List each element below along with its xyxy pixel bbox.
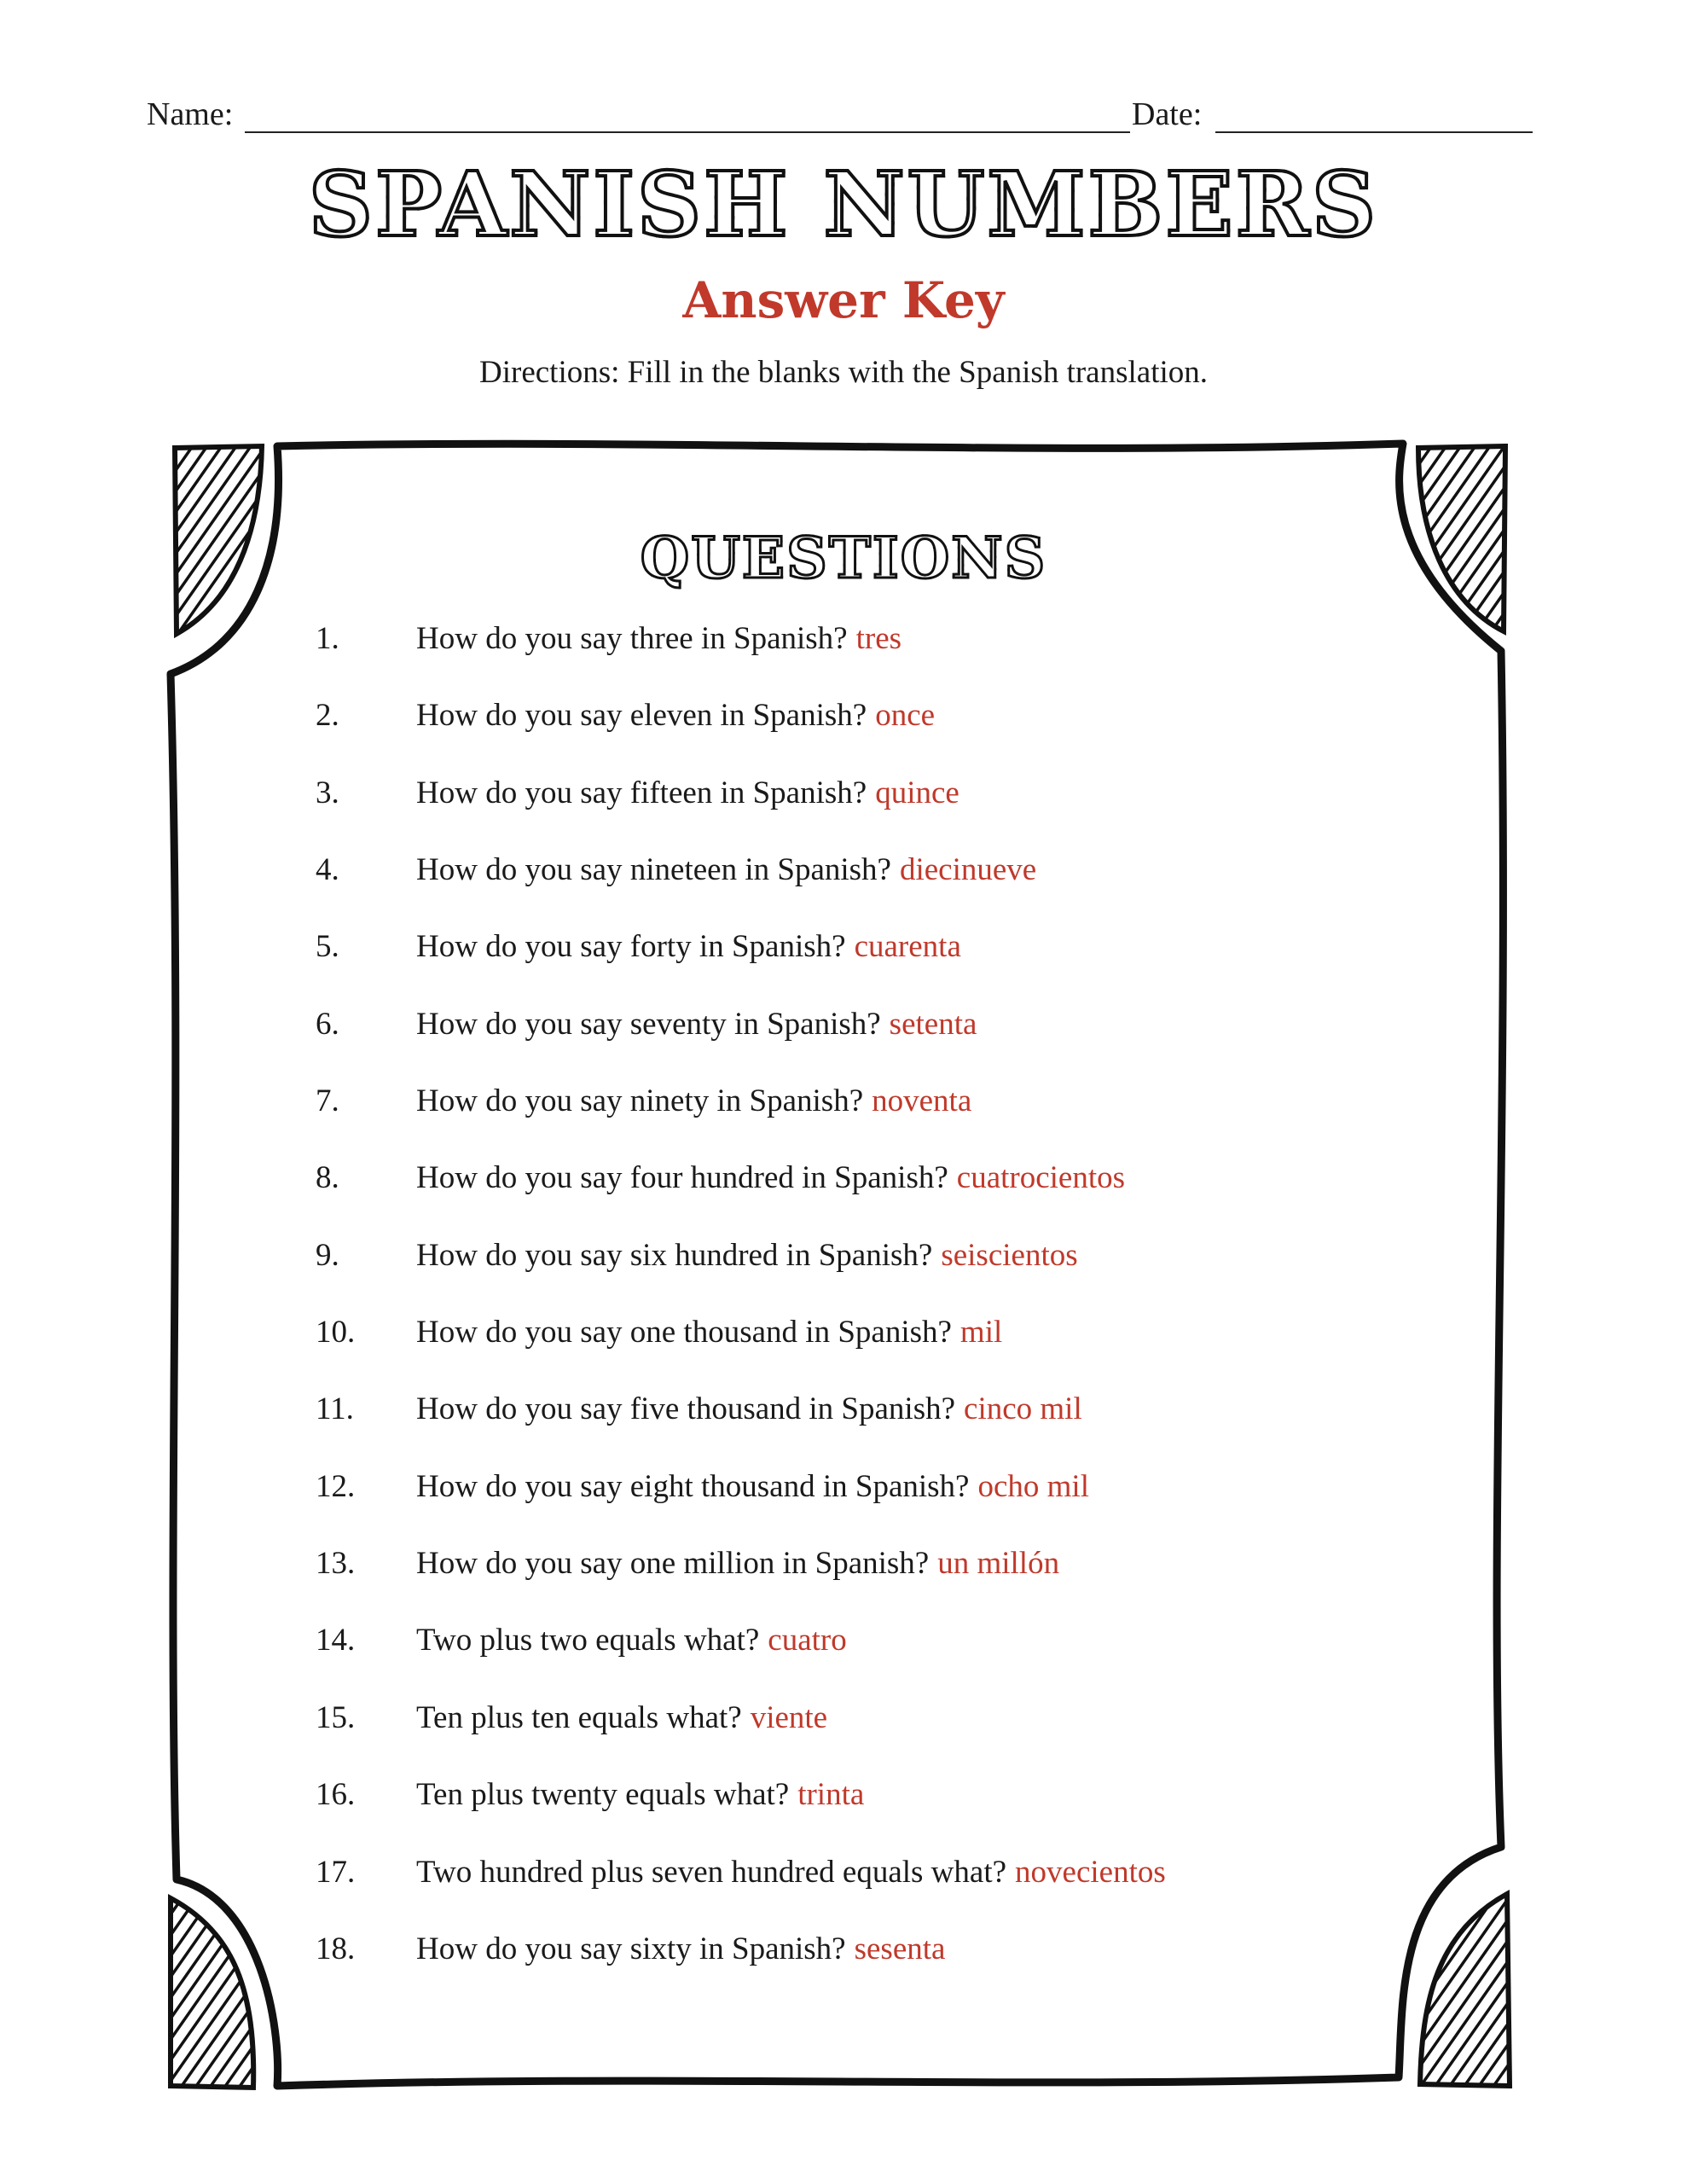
question-item — [316, 1544, 1458, 1621]
question-number: 6. — [316, 1006, 339, 1042]
question-number: 12. — [316, 1468, 356, 1504]
answer-text: un millón — [937, 1546, 1060, 1582]
question-number: 18. — [316, 1931, 356, 1966]
answer-text: trinta — [797, 1777, 865, 1813]
question-item — [316, 1853, 1458, 1930]
question-item — [316, 1699, 1458, 1775]
answer-text: sesenta — [854, 1931, 946, 1966]
question-text: How do you say seventy in Spanish? — [416, 1006, 881, 1042]
question-item — [316, 851, 1458, 927]
question-item — [316, 1621, 1458, 1698]
answer-key-subtitle: Answer Key — [682, 271, 1005, 329]
answer-text: once — [875, 698, 936, 734]
questions-heading: QUESTIONS — [0, 525, 1687, 591]
question-number: 17. — [316, 1854, 356, 1890]
question-number: 10. — [316, 1315, 356, 1350]
question-item — [316, 1082, 1458, 1159]
question-number: 3. — [316, 775, 339, 810]
question-text: How do you say one thousand in Spanish? — [416, 1315, 952, 1350]
question-item — [316, 1930, 1458, 2007]
date-label: Date: — [1132, 96, 1203, 132]
question-number: 9. — [316, 1237, 339, 1273]
question-number: 16. — [316, 1777, 356, 1813]
question-number: 15. — [316, 1699, 356, 1735]
question-number: 14. — [316, 1623, 356, 1658]
question-text: How do you say six hundred in Spanish? — [416, 1237, 933, 1273]
question-text: Two plus two equals what? — [416, 1623, 760, 1658]
question-item — [316, 927, 1458, 1004]
name-date-line — [147, 89, 1533, 140]
question-text: How do you say five thousand in Spanish? — [416, 1391, 956, 1427]
question-item — [316, 1467, 1458, 1544]
question-text: Ten plus ten equals what? — [416, 1699, 742, 1735]
question-text: How do you say eleven in Spanish? — [416, 698, 867, 734]
questions-list — [316, 619, 1458, 2007]
answer-text: diecinueve — [899, 852, 1037, 888]
question-text: How do you say sixty in Spanish? — [416, 1931, 846, 1966]
question-item — [316, 774, 1458, 851]
question-item — [316, 1390, 1458, 1467]
answer-text: novecientos — [1015, 1854, 1166, 1890]
question-number: 1. — [316, 621, 339, 656]
worksheet-title: SPANISH NUMBERS — [0, 152, 1687, 257]
answer-text: cuatro — [768, 1623, 847, 1658]
answer-text: setenta — [889, 1006, 977, 1042]
question-number: 2. — [316, 698, 339, 734]
answer-text: quince — [875, 775, 959, 810]
answer-text: cuarenta — [854, 929, 961, 965]
name-blank[interactable] — [245, 131, 1130, 133]
question-item — [316, 1775, 1458, 1852]
question-text: How do you say three in Spanish? — [416, 621, 848, 656]
question-item — [316, 1159, 1458, 1235]
question-number: 8. — [316, 1160, 339, 1196]
name-label: Name: — [147, 96, 234, 132]
question-number: 7. — [316, 1083, 339, 1119]
question-text: How do you say one million in Spanish? — [416, 1546, 930, 1582]
answer-text: ocho mil — [977, 1468, 1089, 1504]
answer-text: mil — [959, 1315, 1003, 1350]
answer-text: cinco mil — [964, 1391, 1082, 1427]
question-text: How do you say forty in Spanish? — [416, 929, 846, 965]
question-text: Two hundred plus seven hundred equals what? — [416, 1854, 1007, 1890]
directions-text: Directions: Fill in the blanks with the Spanish translation. — [479, 355, 1208, 390]
answer-text: viente — [750, 1699, 828, 1735]
question-item — [316, 1313, 1458, 1390]
answer-text: cuatrocientos — [956, 1160, 1126, 1196]
answer-text: seiscientos — [941, 1237, 1078, 1273]
answer-text: tres — [855, 621, 902, 656]
question-item — [316, 1236, 1458, 1313]
question-number: 5. — [316, 929, 339, 965]
question-item — [316, 619, 1458, 696]
question-item — [316, 696, 1458, 773]
question-text: How do you say ninety in Spanish? — [416, 1083, 864, 1119]
question-item — [316, 1005, 1458, 1082]
date-blank[interactable] — [1215, 131, 1533, 133]
question-number: 13. — [316, 1546, 356, 1582]
question-text: How do you say four hundred in Spanish? — [416, 1160, 948, 1196]
question-text: How do you say fifteen in Spanish? — [416, 775, 867, 810]
answer-text: noventa — [872, 1083, 972, 1119]
question-text: How do you say eight thousand in Spanish? — [416, 1468, 970, 1504]
question-text: How do you say nineteen in Spanish? — [416, 852, 891, 888]
question-text: Ten plus twenty equals what? — [416, 1777, 790, 1813]
question-number: 11. — [316, 1391, 354, 1427]
question-number: 4. — [316, 852, 339, 888]
